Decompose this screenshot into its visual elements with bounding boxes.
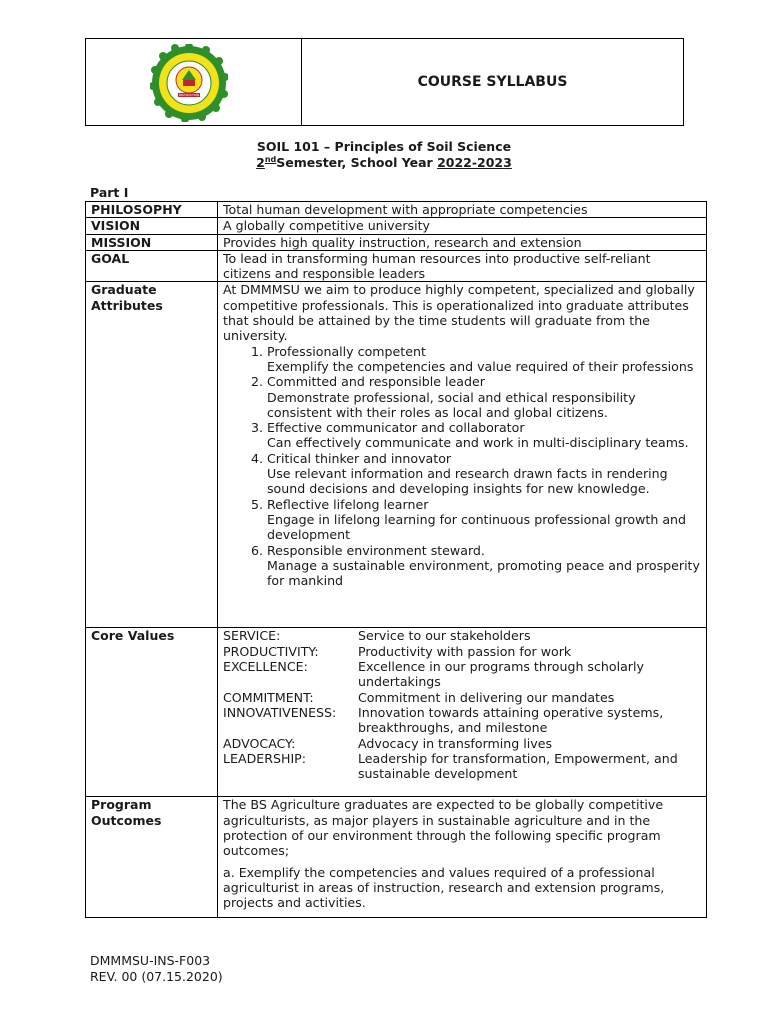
core-value-row bbox=[223, 690, 701, 705]
attribute-item bbox=[267, 420, 701, 451]
semester-text: Semester, School Year bbox=[276, 155, 433, 171]
core-value-text: Service to our stakeholders bbox=[358, 628, 531, 644]
core-value-row bbox=[223, 628, 701, 643]
graduate-attributes-intro: At DMMMSU we aim to produce highly competent, specialized and globally competitive professionals. This is operationalized into graduate attributes that should be attained by the time students will graduate from the university. bbox=[223, 282, 695, 344]
attribute-desc: Exemplify the competencies and value required of their professions bbox=[267, 358, 694, 374]
core-value-key: INNOVATIVENESS: bbox=[223, 704, 337, 720]
school-year: 2022-2023 bbox=[437, 155, 512, 171]
core-value-key: EXCELLENCE: bbox=[223, 659, 308, 675]
attribute-title: Responsible environment steward. bbox=[267, 542, 485, 558]
program-outcomes-value bbox=[218, 797, 707, 917]
core-value-row bbox=[223, 736, 701, 751]
attribute-item bbox=[267, 344, 701, 375]
semester-line bbox=[0, 155, 768, 170]
goal-value: To lead in transforming human resources into productive self-reliant citizens and responsible leaders bbox=[218, 250, 707, 282]
core-value-text: Leadership for transformation, Empowerment, and sustainable development bbox=[358, 750, 678, 782]
program-outcomes-label: Program Outcomes bbox=[86, 797, 218, 917]
program-outcomes-intro: The BS Agriculture graduates are expected to be globally competitive agriculturists, as major players in sustainable agriculture and in the protection of our environment through the following specific program outcomes; bbox=[223, 797, 664, 859]
core-value-key: ADVOCACY: bbox=[223, 735, 296, 751]
program-outcome-a: a. Exemplify the competencies and values required of a professional agriculturist in areas of instruction, research and extension programs, projects and activities. bbox=[223, 864, 665, 911]
core-value-text: Innovation towards attaining operative systems, breakthroughs, and milestone bbox=[358, 704, 664, 736]
attribute-title: Professionally competent bbox=[267, 343, 426, 359]
core-value-row bbox=[223, 705, 701, 736]
attribute-desc: Can effectively communicate and work in multi-disciplinary teams. bbox=[267, 435, 689, 451]
row-goal bbox=[86, 250, 707, 282]
row-graduate-attributes bbox=[86, 282, 707, 628]
course-code-title: SOIL 101 – Principles of Soil Science bbox=[256, 139, 512, 154]
core-value-text: Productivity with passion for work bbox=[358, 643, 572, 659]
philosophy-value: Total human development with appropriate competencies bbox=[218, 202, 707, 218]
core-values-value bbox=[218, 628, 707, 797]
attribute-desc: Demonstrate professional, social and ethical responsibility consistent with their roles as local and global citizens. bbox=[267, 389, 636, 420]
university-seal-logo bbox=[150, 44, 228, 122]
attribute-item bbox=[267, 451, 701, 497]
document-title: COURSE SYLLABUS bbox=[417, 74, 568, 90]
document-footer bbox=[90, 953, 223, 985]
vision-label: VISION bbox=[86, 218, 218, 234]
core-value-text: Advocacy in transforming lives bbox=[358, 735, 553, 751]
core-value-text: Excellence in our programs through scholarly undertakings bbox=[358, 659, 644, 690]
core-value-text: Commitment in delivering our mandates bbox=[358, 689, 615, 705]
core-value-row bbox=[223, 659, 701, 690]
attribute-item bbox=[267, 497, 701, 543]
philosophy-label: PHILOSOPHY bbox=[86, 202, 218, 218]
vision-value: A globally competitive university bbox=[218, 218, 707, 234]
row-philosophy bbox=[86, 202, 707, 218]
syllabus-table bbox=[85, 201, 707, 918]
attribute-desc: Engage in lifelong learning for continuous professional growth and development bbox=[267, 511, 687, 543]
row-mission bbox=[86, 234, 707, 250]
graduate-attributes-value bbox=[218, 282, 707, 628]
goal-label: GOAL bbox=[86, 250, 218, 282]
part-label: Part I bbox=[90, 185, 129, 200]
document-code: DMMMSU-INS-F003 bbox=[90, 953, 211, 968]
row-core-values bbox=[86, 628, 707, 797]
attribute-item bbox=[267, 543, 701, 589]
semester-number: 2 bbox=[256, 155, 265, 171]
attribute-title: Effective communicator and collaborator bbox=[267, 420, 525, 436]
attribute-desc: Manage a sustainable environment, promoting peace and prosperity for mankind bbox=[267, 557, 700, 589]
core-value-key: COMMITMENT: bbox=[223, 689, 314, 705]
core-value-key: PRODUCTIVITY: bbox=[223, 643, 319, 659]
attribute-title: Committed and responsible leader bbox=[267, 374, 485, 390]
core-value-row bbox=[223, 644, 701, 659]
core-value-row bbox=[223, 751, 701, 782]
mission-label: MISSION bbox=[86, 234, 218, 250]
attribute-desc: Use relevant information and research drawn facts in rendering sound decisions and developing insights for new knowledge. bbox=[267, 466, 668, 497]
core-values-label: Core Values bbox=[86, 628, 218, 797]
svg-text:INSTRUCTION: INSTRUCTION bbox=[178, 93, 200, 98]
graduate-attributes-list bbox=[223, 344, 701, 589]
core-value-key: LEADERSHIP: bbox=[223, 750, 307, 766]
attribute-title: Critical thinker and innovator bbox=[267, 450, 452, 466]
attribute-title: Reflective lifelong learner bbox=[267, 496, 429, 512]
semester-suffix: nd bbox=[264, 155, 277, 164]
revision-info: REV. 00 (07.15.2020) bbox=[90, 969, 223, 984]
row-program-outcomes bbox=[86, 797, 707, 917]
mission-value: Provides high quality instruction, research and extension bbox=[218, 234, 707, 250]
attribute-item bbox=[267, 374, 701, 420]
header-box bbox=[85, 38, 684, 126]
graduate-attributes-label: Graduate Attributes bbox=[86, 282, 218, 628]
core-value-key: SERVICE: bbox=[223, 628, 281, 644]
row-vision bbox=[86, 218, 707, 234]
